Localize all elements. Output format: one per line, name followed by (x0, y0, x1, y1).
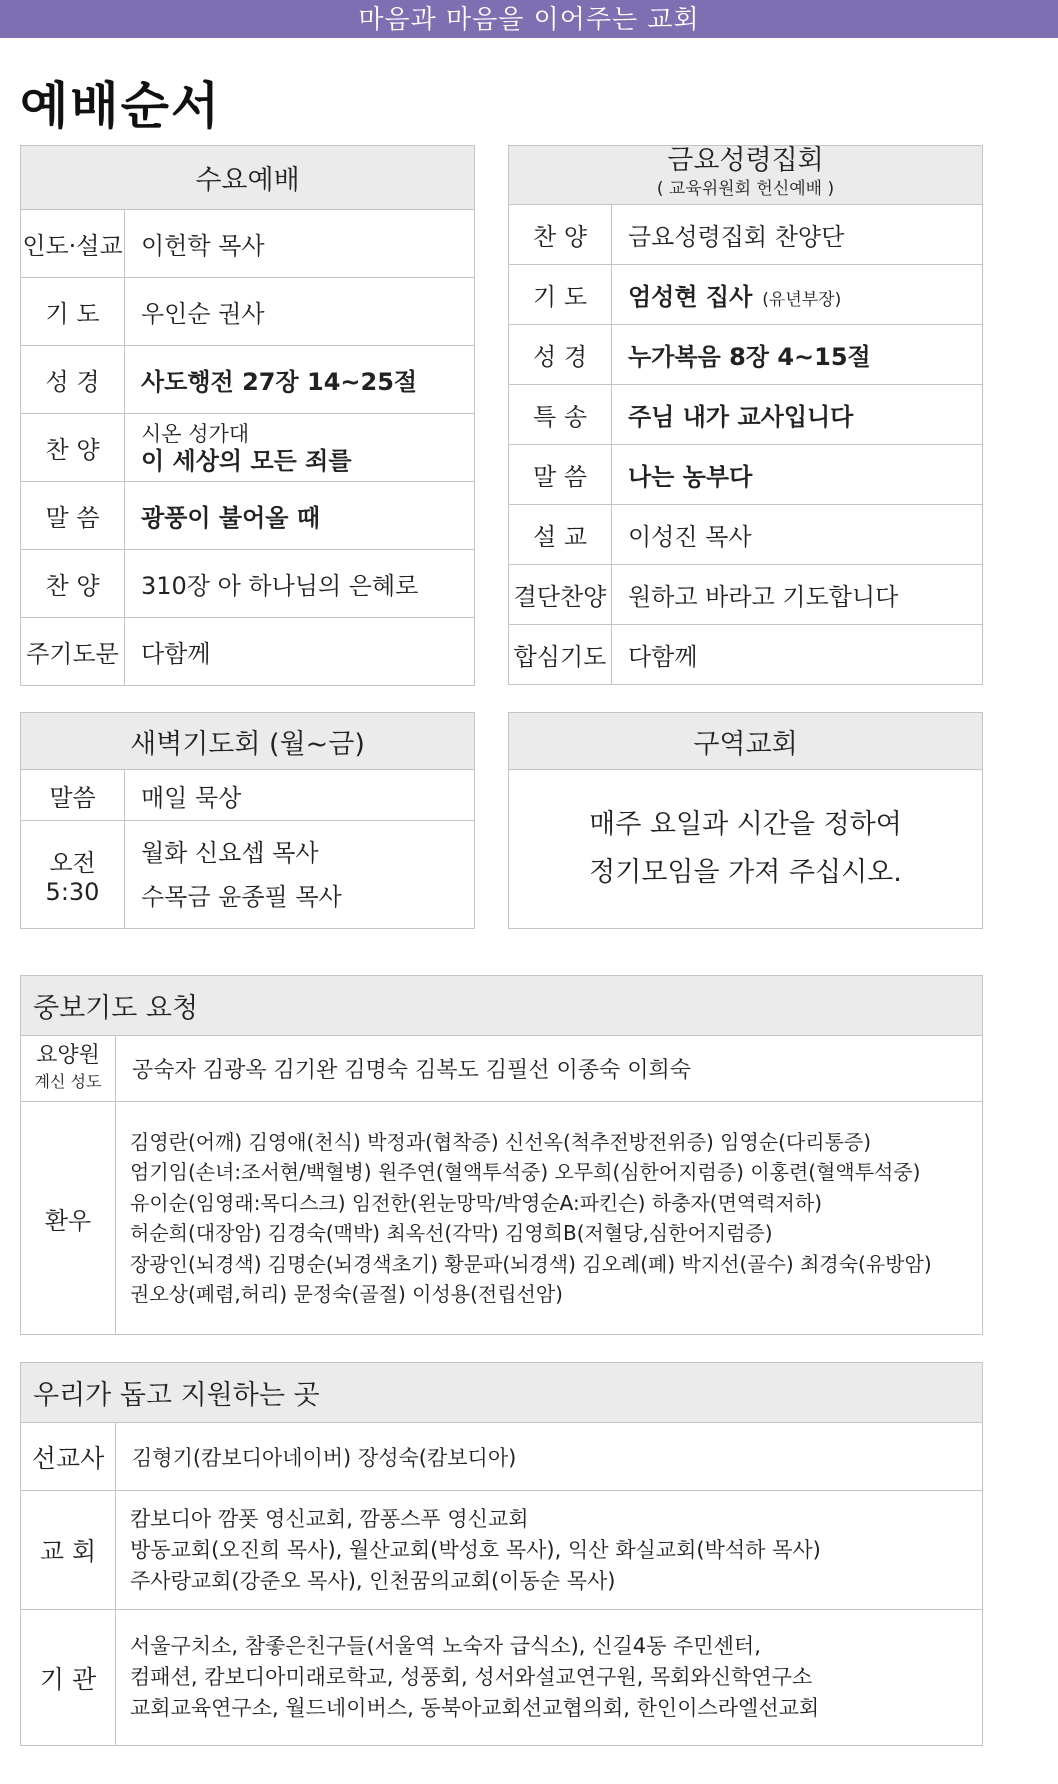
wednesday-row (21, 346, 475, 414)
friday-service-table (508, 145, 983, 685)
friday-row-label: 특 송 (509, 385, 612, 445)
friday-row-label: 기 도 (509, 265, 612, 325)
friday-row-text: 나는 농부다 (628, 463, 753, 491)
friday-row-text: 주님 내가 교사입니다 (628, 403, 854, 431)
friday-service-rows (509, 205, 983, 685)
wednesday-row (21, 414, 475, 482)
dawn-leader-line: 수목금 윤종필 목사 (141, 882, 342, 911)
dawn-word-value: 매일 묵상 (125, 770, 475, 821)
friday-row-label: 결단찬양 (509, 565, 612, 625)
wednesday-row-line2: 이 세상의 모든 죄를 (141, 446, 352, 475)
friday-service-subtitle: ( 교육위원회 헌신예배 ) (656, 179, 835, 199)
patients-line: 권오상(폐렴,허리) 문정숙(골절) 이성용(전립선암) (130, 1282, 563, 1306)
church-line: 주사랑교회(강준오 목사), 인천꿈의교회(이동순 목사) (130, 1568, 616, 1593)
friday-row (509, 565, 983, 625)
wednesday-row-label: 성 경 (21, 346, 125, 414)
friday-row-value (612, 625, 983, 685)
patients-line: 김영란(어깨) 김영애(천식) 박정과(협착증) 신선옥(척추전방전위증) 임영순(다리통증) (130, 1129, 872, 1154)
wednesday-row (21, 618, 475, 686)
church-line: 캄보디아 깜폿 영신교회, 깜퐁스푸 영신교회 (130, 1506, 529, 1531)
wednesday-row-text: 다함께 (141, 640, 211, 668)
friday-row-text: 누가복음 8장 4~15절 (628, 343, 871, 371)
church-line: 방동교회(오진희 목사), 월산교회(박성호 목사), 익산 화실교회(박석하 목사) (130, 1537, 821, 1562)
wednesday-row-text: 광풍이 불어올 때 (141, 504, 320, 532)
nursing-home-label (21, 1036, 116, 1102)
missionary-value: 김형기(캄보디아네이버) 장성숙(캄보디아) (116, 1423, 983, 1491)
patients-line: 엄기임(손녀:조서현/백혈병) 원주연(혈액투석중) 오무희(심한어지럼증) 이홍련(혈액투석중) (130, 1160, 921, 1184)
organization-list (116, 1610, 983, 1746)
organization-label: 기 관 (21, 1610, 116, 1746)
wednesday-row-label: 찬 양 (21, 550, 125, 618)
friday-row-text: 다함께 (628, 643, 698, 671)
wednesday-row-value (125, 278, 475, 346)
church-label: 교 회 (21, 1491, 116, 1610)
wednesday-row-text: 사도행전 27장 14~25절 (141, 368, 418, 396)
friday-row-label: 합심기도 (509, 625, 612, 685)
friday-row-value (612, 385, 983, 445)
district-church-table (508, 712, 983, 929)
organization-line: 서울구치소, 참좋은친구들(서울역 노숙자 급식소), 신길4동 주민센터, (130, 1634, 761, 1658)
district-church-title: 구역교회 (509, 713, 983, 770)
wednesday-row-value (125, 618, 475, 686)
wednesday-row (21, 482, 475, 550)
organization-line: 교회교육연구소, 월드네이버스, 동북아교회선교협의회, 한인이스라엘선교회 (130, 1696, 820, 1720)
friday-row (509, 325, 983, 385)
nursing-home-members: 공숙자 김광옥 김기완 김명숙 김복도 김필선 이종숙 이희숙 (116, 1036, 983, 1102)
wednesday-row-value (125, 414, 475, 482)
patients-line: 장광인(뇌경색) 김명순(뇌경색초기) 황문파(뇌경색) 김오례(폐) 박지선(골수) 최경숙(유방암) (130, 1251, 932, 1276)
wednesday-row-value (125, 210, 475, 278)
intercessory-prayer-table (20, 975, 983, 1335)
friday-row (509, 505, 983, 565)
friday-row (509, 265, 983, 325)
wednesday-row-label: 찬 양 (21, 414, 125, 482)
wednesday-row-text: 310장 아 하나님의 은혜로 (141, 572, 419, 600)
wednesday-service-rows (21, 210, 475, 686)
wednesday-row-label: 인도·설교 (21, 210, 125, 278)
friday-row-text: 이성진 목사 (628, 523, 752, 551)
missionary-label: 선교사 (21, 1423, 116, 1491)
organization-line: 컴패션, 캄보디아미래로학교, 성풍회, 성서와설교연구원, 목회와신학연구소 (130, 1665, 813, 1689)
wednesday-row-label: 기 도 (21, 278, 125, 346)
church-list (116, 1491, 983, 1610)
friday-row-text: 엄성현 집사 (628, 283, 753, 311)
dawn-leaders (125, 821, 475, 929)
dawn-time-label: 오전 5:30 (21, 821, 125, 929)
wednesday-row (21, 278, 475, 346)
friday-row-value (612, 505, 983, 565)
support-title: 우리가 돕고 지원하는 곳 (21, 1363, 983, 1423)
friday-row (509, 625, 983, 685)
dawn-word-label: 말씀 (21, 770, 125, 821)
page-title: 예배순서 (20, 77, 222, 135)
friday-row-text: 금요성령집회 찬양단 (628, 223, 845, 251)
friday-row-value (612, 325, 983, 385)
wednesday-row-line1: 시온 성가대 (141, 421, 250, 446)
friday-row-text: 원하고 바라고 기도합니다 (628, 583, 899, 611)
nursing-home-label-main: 요양원 (36, 1042, 100, 1068)
friday-row-label: 찬 양 (509, 205, 612, 265)
friday-row-value (612, 445, 983, 505)
top-banner: 마음과 마음을 이어주는 교회 (0, 0, 1058, 38)
wednesday-row (21, 550, 475, 618)
wednesday-row-text: 이헌학 목사 (141, 232, 265, 260)
friday-row (509, 445, 983, 505)
friday-service-header (509, 146, 983, 205)
district-message-line: 정기모임을 가져 주십시오. (589, 857, 902, 888)
friday-row-note: (유년부장) (762, 290, 842, 310)
wednesday-row-value (125, 346, 475, 414)
wednesday-row-text: 우인순 권사 (141, 300, 265, 328)
wednesday-row-label: 주기도문 (21, 618, 125, 686)
wednesday-service-table (20, 145, 475, 686)
wednesday-row-label: 말 씀 (21, 482, 125, 550)
wednesday-row-value (125, 550, 475, 618)
dawn-prayer-table (20, 712, 475, 929)
nursing-home-label-sub: 계신 성도 (34, 1071, 102, 1091)
friday-row (509, 205, 983, 265)
support-table (20, 1362, 983, 1746)
dawn-prayer-title: 새벽기도회 (월~금) (21, 713, 475, 770)
friday-row-value (612, 205, 983, 265)
friday-row-value (612, 565, 983, 625)
patients-line: 유이순(임영래:목디스크) 임전한(왼눈망막/박영순A:파킨슨) 하충자(면역력저하) (130, 1190, 822, 1215)
wednesday-row-value (125, 482, 475, 550)
patients-list (116, 1102, 983, 1335)
wednesday-service-title: 수요예배 (21, 146, 475, 210)
friday-service-title: 금요성령집회 (667, 145, 824, 176)
friday-row-label: 말 씀 (509, 445, 612, 505)
district-church-message (509, 770, 983, 929)
friday-row-value (612, 265, 983, 325)
district-message-line: 매주 요일과 시간을 정하여 (589, 809, 902, 840)
wednesday-row (21, 210, 475, 278)
patients-line: 허순희(대장암) 김경숙(맥박) 최옥선(각막) 김영희B(저혈당,심한어지럼증) (130, 1221, 773, 1245)
intercessory-prayer-title: 중보기도 요청 (21, 976, 983, 1036)
friday-row (509, 385, 983, 445)
friday-row-label: 설 교 (509, 505, 612, 565)
dawn-leader-line: 월화 신요셉 목사 (141, 838, 319, 867)
friday-row-label: 성 경 (509, 325, 612, 385)
patients-label: 환우 (21, 1102, 116, 1335)
